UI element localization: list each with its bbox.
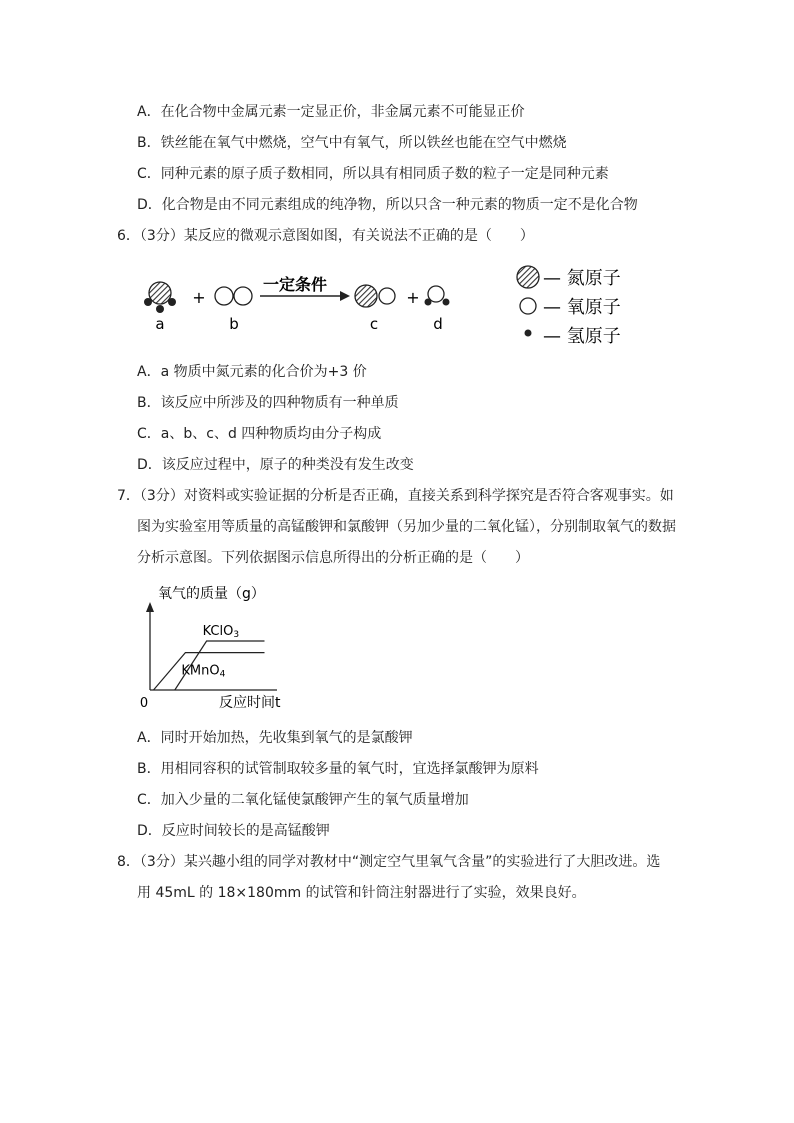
q6-option-b: B．该反应中所涉及的四种物质有一种单质 [137, 395, 399, 411]
y-axis-arrow [146, 602, 154, 612]
plus-sign: + [192, 288, 206, 307]
reaction-condition: 一定条件 [262, 275, 328, 294]
q7-option-a: A．同时开始加热，先收集到氧气的是氯酸钾 [137, 730, 413, 746]
q8-stem-line-2: 用 45mL 的 18×180mm 的试管和针筒注射器进行了实验，效果良好。 [137, 885, 586, 901]
q7-stem-line-3: 分析示意图。下列依据图示信息所得出的分析正确的是（ ） [137, 550, 529, 566]
reaction-diagram [140, 262, 470, 344]
reaction-arrow-head [340, 291, 350, 301]
chart-ylabel: 氧气的质量（g） [158, 586, 265, 602]
molecule-b-icon [215, 287, 252, 305]
label-a: a [155, 315, 165, 333]
q6-stem: 6．（3分）某反应的微观示意图如图，有关说法不正确的是（ ） [117, 228, 534, 244]
q5-option-d: D．化合物是由不同元素组成的纯净物，所以只含一种元素的物质一定不是化合物 [137, 197, 638, 213]
q5-option-c: C．同种元素的原子质子数相同，所以具有相同质子数的粒子一定是同种元素 [137, 166, 609, 182]
q7-stem-line-2: 图为实验室用等质量的高锰酸钾和氯酸钾（另加少量的二氧化锰），分别制取氧气的数据 [137, 519, 676, 535]
q7-stem-line-1: 7．（3分）对资料或实验证据的分析是否正确，直接关系到科学探究是否符合客观事实。如 [117, 488, 674, 504]
molecule-a-icon [144, 282, 176, 313]
atom-legend [505, 258, 645, 350]
nitrogen-atom-icon [517, 266, 539, 288]
plus-sign: + [406, 288, 420, 307]
q6-option-d: D．该反应过程中，原子的种类没有发生改变 [137, 457, 414, 473]
molecule-d-icon [425, 286, 450, 306]
legend-nitrogen: — 氮原子 [543, 268, 621, 289]
legend-hydrogen: — 氢原子 [543, 326, 621, 347]
chart-xlabel: 反应时间t [219, 695, 281, 711]
molecule-c-icon [355, 285, 395, 307]
oxygen-atom-icon [520, 298, 536, 314]
q5-option-b: B．铁丝能在氧气中燃烧，空气中有氧气，所以铁丝也能在空气中燃烧 [137, 135, 567, 151]
label-b: b [229, 315, 239, 333]
q7-option-c: C．加入少量的二氧化锰使氯酸钾产生的氧气质量增加 [137, 792, 469, 808]
q8-stem-line-1: 8．（3分）某兴趣小组的同学对教材中“测定空气里氧气含量”的实验进行了大胆改进。选 [117, 854, 661, 870]
oxygen-mass-chart [135, 578, 295, 713]
q7-option-d: D．反应时间较长的是高锰酸钾 [137, 823, 330, 839]
legend-kclo3: KClO3 [202, 624, 240, 640]
q6-option-c: C．a、b、c、d 四种物质均由分子构成 [137, 426, 382, 442]
label-c: c [369, 315, 379, 333]
legend-oxygen: — 氧原子 [543, 297, 621, 318]
q6-option-a: A．a 物质中氮元素的化合价为+3 价 [137, 364, 367, 380]
chart-origin: 0 [139, 696, 149, 711]
q7-option-b: B．用相同容积的试管制取较多量的氧气时，宜选择氯酸钾为原料 [137, 761, 539, 777]
hydrogen-atom-icon [525, 330, 532, 337]
label-d: d [433, 315, 443, 333]
q5-option-a: A．在化合物中金属元素一定显正价，非金属元素不可能显正价 [137, 104, 525, 120]
legend-kmno4: KMnO4 [181, 663, 226, 680]
